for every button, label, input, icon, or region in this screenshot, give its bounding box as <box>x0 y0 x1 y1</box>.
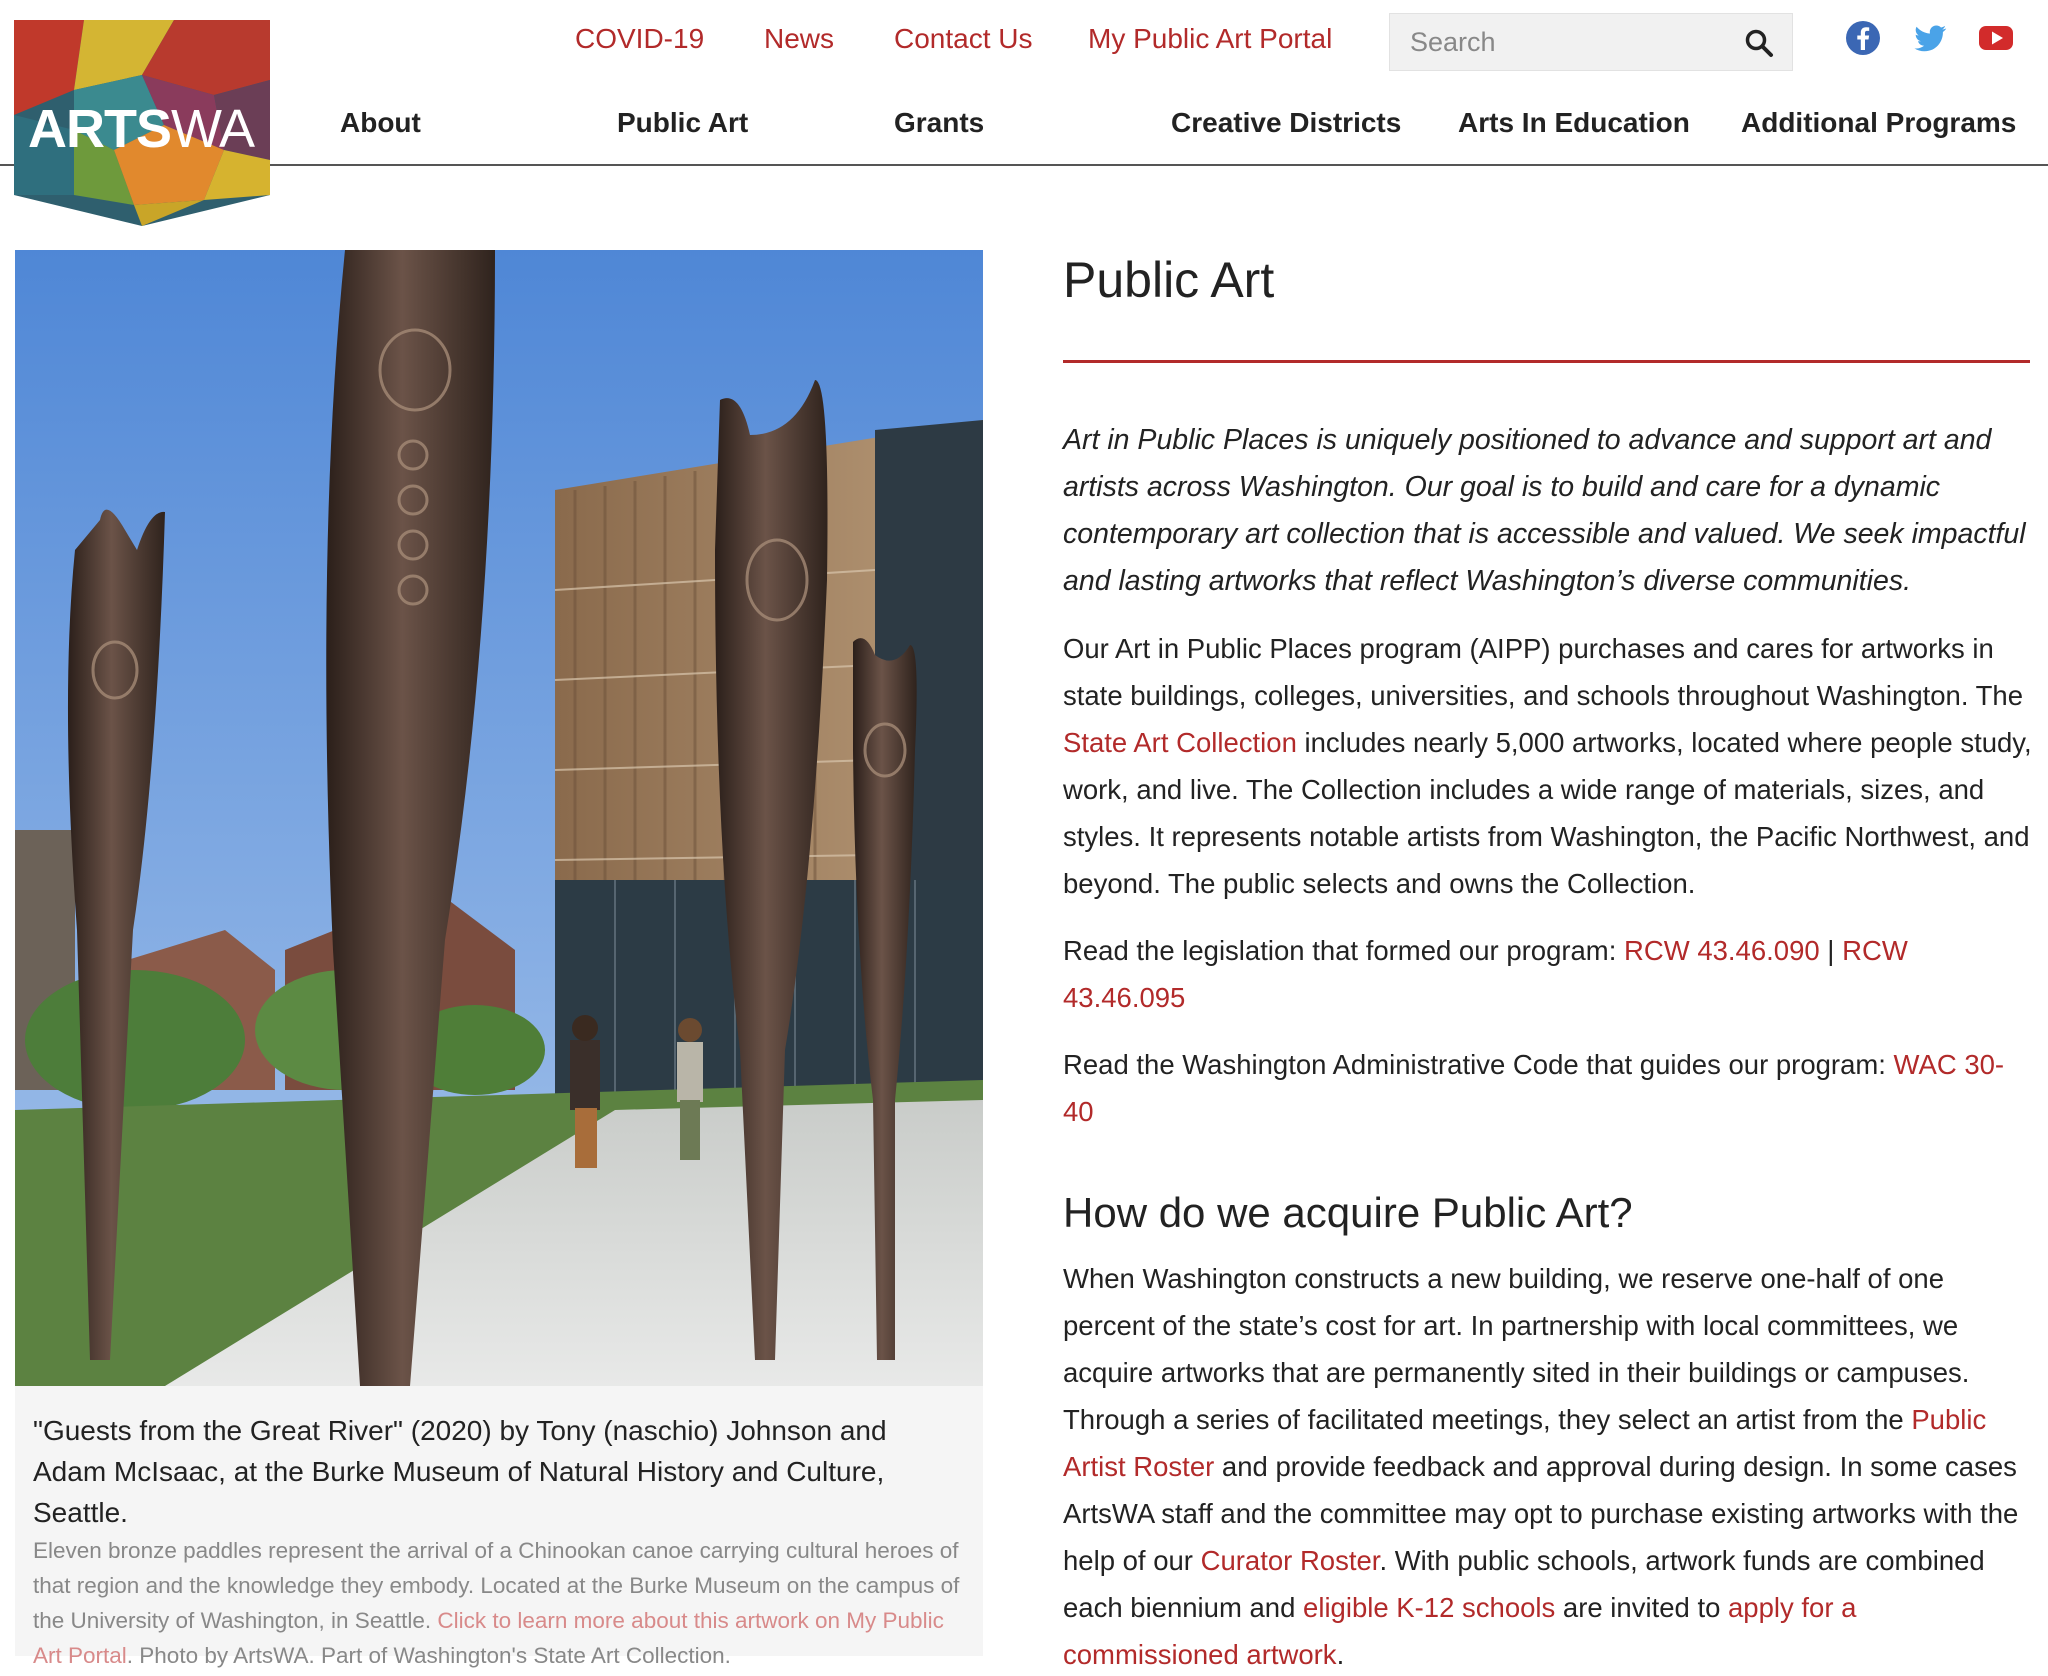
site-header <box>0 0 2048 166</box>
state-art-collection-link[interactable]: State Art Collection <box>1063 727 1297 758</box>
logo-wordmark <box>28 98 254 160</box>
photo-caption <box>15 1386 983 1668</box>
main-nav-additional-programs[interactable]: Additional Programs <box>1741 107 2017 138</box>
main-nav-grants[interactable]: Grants <box>894 107 985 138</box>
main-nav-arts-in-education[interactable]: Arts In Education <box>1458 107 1690 138</box>
wac-paragraph <box>1063 1041 2033 1135</box>
page-title: Public Art <box>1063 252 1275 308</box>
legislation-separator: | <box>1819 935 1843 966</box>
acquire-text-e: . <box>1336 1639 1345 1670</box>
caption-body-text: Eleven bronze paddles represent the arrival of a Chinookan canoe carrying cultural heroes of that region and the knowledge they embody. Located at the Burke Museum on the campus of the University of Washington, in Seattle. <box>33 1538 960 1633</box>
rcw-43-46-095-link[interactable]: RCW 43.46.095 <box>1063 935 1908 1013</box>
twitter-icon[interactable] <box>1912 20 1948 56</box>
logo-wordmark-light: WA <box>171 99 254 159</box>
search-icon[interactable] <box>1744 28 1774 58</box>
acquire-text-c: . With public schools, artwork funds are combined each biennium and <box>1063 1545 1985 1623</box>
caption-body <box>33 1533 965 1673</box>
main-nav-public-art[interactable]: Public Art <box>617 107 749 138</box>
utility-nav-portal[interactable]: My Public Art Portal <box>1088 23 1333 54</box>
aipp-text-2: includes nearly 5,000 artworks, located where people study, work, and live. The Collection includes a wide range of materials, sizes, and styles. It represents notable artists from Washington, the Pacific Northwest, and beyond. The public selects and owns the Collection. <box>1063 727 2032 899</box>
caption-portal-link[interactable]: Click to learn more about this artwork on My Public Art Portal <box>33 1608 944 1668</box>
acquire-paragraph <box>1063 1255 2033 1676</box>
rcw-43-46-090-link[interactable]: RCW 43.46.090 <box>1624 935 1820 966</box>
eligible-k12-schools-link[interactable]: eligible K-12 schools <box>1303 1592 1556 1623</box>
utility-nav-news[interactable]: News <box>764 23 835 54</box>
acquire-heading: How do we acquire Public Art? <box>1063 1189 1633 1236</box>
intro-paragraph: Art in Public Places is uniquely positioned to advance and support art and artists across Washington. Our goal is to build and care for a dynamic contemporary art collection that is accessible and valued. We seek impactful and lasting artworks that reflect Washington’s diverse communities. <box>1063 424 2026 597</box>
youtube-icon[interactable] <box>1978 20 2014 56</box>
utility-nav-contact[interactable]: Contact Us <box>894 23 1033 54</box>
acquire-text-d: are invited to <box>1555 1592 1729 1623</box>
main-content <box>1063 248 2033 1676</box>
artswa-logo[interactable] <box>14 20 270 226</box>
main-nav-creative-districts[interactable]: Creative Districts <box>1171 107 1402 138</box>
acquire-text-a: When Washington constructs a new building, we reserve one-half of one percent of the state’s cost for art. In partnership with local committees, we acquire artworks that are permanently sited in their buildings or campuses. Through a series of facilitated meetings, they select an artist from the <box>1063 1263 1970 1435</box>
apply-commissioned-artwork-link[interactable]: apply for a commissioned artwork <box>1063 1592 1857 1670</box>
facebook-icon[interactable] <box>1845 20 1881 56</box>
caption-title: "Guests from the Great River" (2020) by Tony (naschio) Johnson and Adam McIsaac, at the Burke Museum of Natural History and Culture, Seattle. <box>33 1415 887 1528</box>
caption-credit: . Photo by ArtsWA. Part of Washington's State Art Collection. <box>126 1643 731 1668</box>
curator-roster-link[interactable]: Curator Roster <box>1200 1545 1380 1576</box>
logo-wordmark-bold: ARTS <box>28 99 171 159</box>
legislation-paragraph <box>1063 927 2033 1021</box>
aipp-paragraph <box>1063 625 2033 907</box>
main-nav-about[interactable]: About <box>340 107 421 138</box>
artwork-photo <box>15 250 983 1386</box>
utility-nav-covid[interactable]: COVID-19 <box>575 23 705 54</box>
search-input[interactable] <box>1390 14 1730 70</box>
search-box <box>1389 13 1793 71</box>
acquire-text-b: and provide feedback and approval during design. In some cases ArtsWA staff and the committee may opt to purchase existing artworks with the help of our <box>1063 1451 2019 1576</box>
wac-30-40-link[interactable]: WAC 30-40 <box>1063 1049 2005 1127</box>
title-divider <box>1063 360 2030 363</box>
aipp-text-1: Our Art in Public Places program (AIPP) purchases and cares for artworks in state buildings, colleges, universities, and schools throughout Washington. The <box>1063 633 2024 711</box>
public-artist-roster-link[interactable]: Public Artist Roster <box>1063 1404 1987 1482</box>
legislation-text: Read the legislation that formed our program: <box>1063 935 1624 966</box>
wac-text: Read the Washington Administrative Code that guides our program: <box>1063 1049 1894 1080</box>
